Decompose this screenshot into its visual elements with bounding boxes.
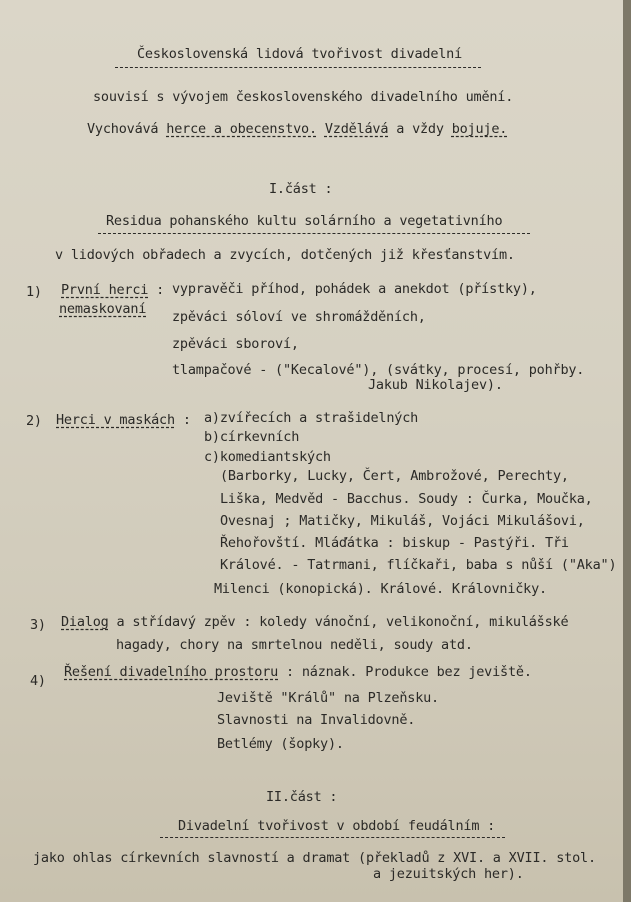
part-2-line-1: jako ohlas církevních slavností a dramat (překladů z XVI. a XVII. stol.	[33, 850, 596, 866]
item-4-label: Řešení divadelního prostoru	[64, 664, 279, 680]
item-2-colon: :	[174, 412, 191, 428]
intro-line-1: souvisí s vývojem československého divadelního umění.	[93, 89, 514, 105]
item-1-line-5: Jakub Nikolajev).	[368, 377, 503, 393]
item-4-line-1	[64, 664, 532, 680]
page-title: Československá lidová tvořivost divadelní	[137, 46, 463, 62]
title-underline	[115, 67, 481, 68]
item-1-label-text: První herci	[61, 282, 149, 298]
item-3-rest: a střídavý zpěv : koledy vánoční, velikonoční, mikulášské	[108, 614, 569, 630]
intro-mid: a vždy	[388, 121, 452, 137]
intro-bojuje: bojuje.	[451, 121, 508, 137]
item-3-label: Dialog	[61, 614, 109, 630]
part-2-heading: II.část :	[266, 789, 338, 805]
item-2-label-text: Herci v maskách	[56, 412, 175, 428]
intro-vzdelava: Vzdělává	[324, 121, 389, 137]
item-2-number: 2)	[26, 413, 42, 429]
part-2-subheading: Divadelní tvořivost v období feudálním :	[178, 818, 496, 834]
intro-line-2	[87, 121, 507, 137]
part-2-line-2: a jezuitských her).	[373, 866, 524, 882]
item-4-line-3: Slavnosti na Invalidovně.	[217, 712, 416, 728]
item-3-line-1	[61, 614, 568, 630]
item-1-sublabel: nemaskovaní	[59, 301, 147, 317]
part-1-subline: v lidových obřadech a zvycích, dotčených již křesťanstvím.	[55, 247, 515, 263]
item-4-number: 4)	[30, 673, 46, 689]
page-edge-shadow	[623, 0, 631, 902]
item-1-colon: :	[148, 282, 165, 298]
item-2-line-4: (Barborky, Lucky, Čert, Ambrožové, Perechty,	[220, 468, 569, 484]
item-3-number: 3)	[30, 617, 46, 633]
item-1-line-2: zpěváci sóloví ve shromážděních,	[172, 309, 426, 325]
part-1-subheading-underline	[98, 233, 530, 234]
item-2-label	[56, 412, 191, 428]
item-2-line-7: Řehořovští. Mláďátka : biskup - Pastýři. Tři	[220, 535, 569, 551]
item-1-label	[61, 282, 164, 298]
item-4-rest: : náznak. Produkce bez jeviště.	[278, 664, 532, 680]
item-2-line-5: Liška, Medvěd - Bacchus. Soudy : Čurka, Moučka,	[220, 491, 593, 507]
part-1-subheading: Residua pohanského kultu solárního a vegetativního	[106, 213, 503, 229]
item-1-line-3: zpěváci sboroví,	[172, 336, 299, 352]
part-1-heading: I.část :	[269, 181, 333, 197]
intro-herce: herce a obecenstvo.	[166, 121, 317, 137]
item-2-line-8: Králové. - Tatrmani, flíčkaři, baba s nůší ("Aka")	[220, 557, 617, 573]
item-1-line-4: tlampačové - ("Kecalové"), (svátky, procesí, pohřby.	[172, 362, 585, 378]
item-1-number: 1)	[26, 284, 42, 300]
item-1-line-1: vypravěči příhod, pohádek a anekdot (přístky),	[172, 281, 537, 297]
item-4-line-4: Betlémy (šopky).	[217, 736, 344, 752]
intro-space	[317, 121, 325, 137]
item-2-line-6: Ovesnaj ; Matičky, Mikuláš, Vojáci Mikulášovi,	[220, 513, 585, 529]
part-2-subheading-underline	[160, 837, 505, 838]
item-2-line-1: a)zvířecích a strašidelných	[204, 410, 419, 426]
intro-line-2-prefix: Vychovává	[87, 121, 167, 137]
item-4-line-2: Jeviště "Králů" na Plzeňsku.	[217, 690, 439, 706]
item-2-line-3: c)komediantských	[204, 449, 331, 465]
item-3-line-2: hagady, chory na smrtelnou neděli, soudy atd.	[116, 637, 473, 653]
item-2-line-9: Milenci (konopická). Králové. Královničky.	[214, 581, 547, 597]
item-2-line-2: b)církevních	[204, 429, 300, 445]
